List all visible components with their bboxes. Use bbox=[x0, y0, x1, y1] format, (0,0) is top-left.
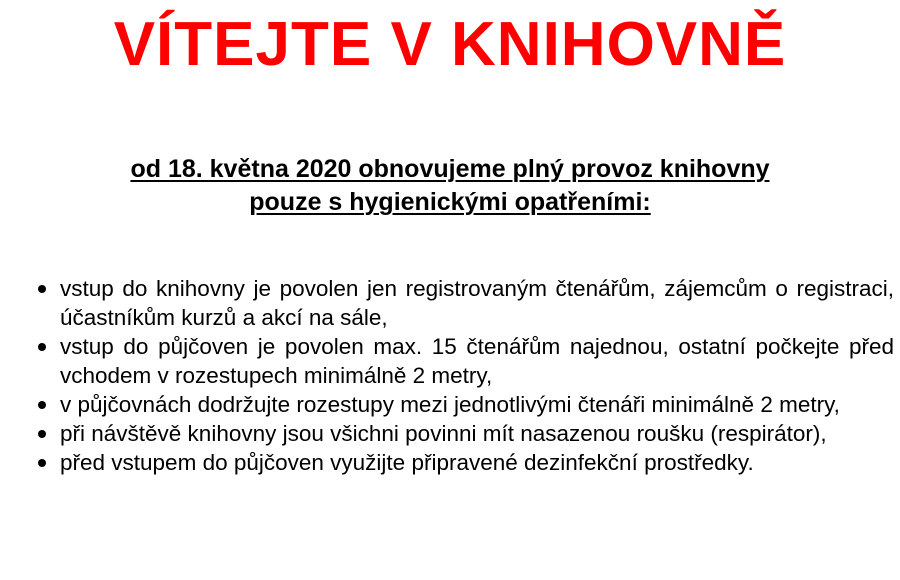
subtitle bbox=[0, 153, 900, 219]
rule-text: vstup do půjčoven je povolen max. 15 čtenářům najednou, ostatní počkejte před vchodem v rozestupech minimálně 2 metry, bbox=[60, 334, 894, 388]
rule-text: v půjčovnách dodržujte rozestupy mezi jednotlivými čtenáři minimálně 2 metry, bbox=[60, 392, 840, 417]
rule-item bbox=[32, 274, 894, 332]
rule-item bbox=[32, 448, 894, 477]
rule-text: při návštěvě knihovny jsou všichni povinni mít nasazenou roušku (respirátor), bbox=[60, 421, 827, 446]
bullet-icon bbox=[38, 401, 46, 409]
rule-item bbox=[32, 332, 894, 390]
rule-item bbox=[32, 390, 894, 419]
page-title: VÍTEJTE V KNIHOVNĚ bbox=[113, 10, 787, 79]
subtitle-line-1: od 18. května 2020 obnovujeme plný provoz knihovny bbox=[130, 155, 770, 183]
rules-list bbox=[32, 274, 894, 477]
rule-text: vstup do knihovny je povolen jen registrovaným čtenářům, zájemcům o registraci, účastníkům kurzů a akcí na sále, bbox=[60, 276, 894, 330]
bullet-icon bbox=[38, 459, 46, 467]
bullet-icon bbox=[38, 285, 46, 293]
bullet-icon bbox=[38, 430, 46, 438]
rule-item bbox=[32, 419, 894, 448]
subtitle-line-2: pouze s hygienickými opatřeními: bbox=[249, 188, 651, 216]
bullet-icon bbox=[38, 343, 46, 351]
rule-text: před vstupem do půjčoven využijte připravené dezinfekční prostředky. bbox=[60, 450, 754, 475]
